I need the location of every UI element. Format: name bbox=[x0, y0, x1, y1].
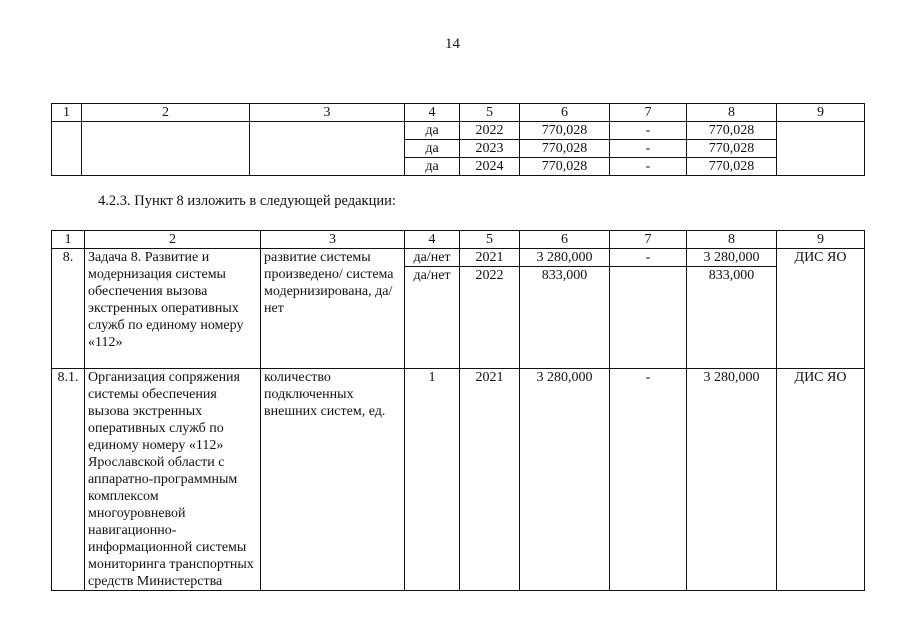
table-cell: 770,028 bbox=[520, 122, 610, 140]
table-cell: 770,028 bbox=[520, 140, 610, 158]
header-cell: 3 bbox=[261, 231, 405, 249]
table-cell: 3 280,000 bbox=[520, 369, 610, 591]
indicator-name: количество подключенных внешних систем, ед. bbox=[261, 369, 405, 591]
table-cell: 770,028 bbox=[687, 140, 777, 158]
header-cell: 5 bbox=[460, 104, 520, 122]
header-cell: 1 bbox=[52, 231, 85, 249]
header-cell: 6 bbox=[520, 104, 610, 122]
header-cell: 4 bbox=[405, 104, 460, 122]
table-cell: 3 280,000 bbox=[687, 249, 777, 267]
table-cell: 2021 bbox=[460, 249, 520, 267]
header-cell: 5 bbox=[460, 231, 520, 249]
table-cell bbox=[777, 122, 865, 176]
executor: ДИС ЯО bbox=[777, 249, 865, 369]
table-cell: 770,028 bbox=[687, 158, 777, 176]
task-description: Организация сопряжения системы обеспечения вызова экстренных оперативных служб по единому номеру «112» Ярославской области с аппаратно-программным комплексом многоуровневой навигационно-информационной системы мониторинга транспортных средств Министерства bbox=[85, 369, 261, 591]
table-header-row bbox=[52, 104, 865, 122]
table-continuation bbox=[51, 103, 865, 176]
header-cell: 9 bbox=[777, 231, 865, 249]
table-cell: 770,028 bbox=[687, 122, 777, 140]
table-row bbox=[52, 122, 865, 140]
table-cell: 833,000 bbox=[520, 267, 610, 369]
table-cell: - bbox=[610, 158, 687, 176]
table-header-row bbox=[52, 231, 865, 249]
header-cell: 2 bbox=[82, 104, 250, 122]
table-cell bbox=[610, 267, 687, 369]
header-cell: 4 bbox=[405, 231, 460, 249]
table-cell: 770,028 bbox=[520, 158, 610, 176]
table-cell: - bbox=[610, 122, 687, 140]
table-cell: 3 280,000 bbox=[520, 249, 610, 267]
header-cell: 7 bbox=[610, 231, 687, 249]
table-cell: - bbox=[610, 369, 687, 591]
table-cell: 833,000 bbox=[687, 267, 777, 369]
table-cell: 2023 bbox=[460, 140, 520, 158]
header-cell: 6 bbox=[520, 231, 610, 249]
indicator-name: развитие системы произведено/ система модернизирована, да/нет bbox=[261, 249, 405, 369]
executor: ДИС ЯО bbox=[777, 369, 865, 591]
table-cell: 2022 bbox=[460, 122, 520, 140]
table-cell: да/нет bbox=[405, 267, 460, 369]
header-cell: 8 bbox=[687, 231, 777, 249]
header-cell: 7 bbox=[610, 104, 687, 122]
paragraph: 4.2.3. Пункт 8 изложить в следующей редакции: bbox=[98, 193, 396, 209]
table-cell bbox=[250, 122, 405, 176]
table-cell bbox=[52, 122, 82, 176]
table-row-8-1 bbox=[52, 369, 865, 591]
table-cell: да bbox=[405, 122, 460, 140]
table-cell: - bbox=[610, 249, 687, 267]
header-cell: 3 bbox=[250, 104, 405, 122]
header-cell: 1 bbox=[52, 104, 82, 122]
table-cell bbox=[82, 122, 250, 176]
page-number: 14 bbox=[445, 36, 460, 52]
table-cell: да bbox=[405, 158, 460, 176]
header-cell: 8 bbox=[687, 104, 777, 122]
table-cell: - bbox=[610, 140, 687, 158]
row-number: 8.1. bbox=[52, 369, 85, 591]
table-cell: 1 bbox=[405, 369, 460, 591]
table-cell: 2021 bbox=[460, 369, 520, 591]
table-cell: да/нет bbox=[405, 249, 460, 267]
table-new-edition bbox=[51, 230, 865, 591]
table-cell: да bbox=[405, 140, 460, 158]
table-cell: 2022 bbox=[460, 267, 520, 369]
table-cell: 3 280,000 bbox=[687, 369, 777, 591]
header-cell: 2 bbox=[85, 231, 261, 249]
task-description: Задача 8. Развитие и модернизация системы обеспечения вызова экстренных оперативных служб по единому номеру «112» bbox=[85, 249, 261, 369]
table-cell: 2024 bbox=[460, 158, 520, 176]
table-row-8 bbox=[52, 249, 865, 267]
row-number: 8. bbox=[52, 249, 85, 369]
header-cell: 9 bbox=[777, 104, 865, 122]
